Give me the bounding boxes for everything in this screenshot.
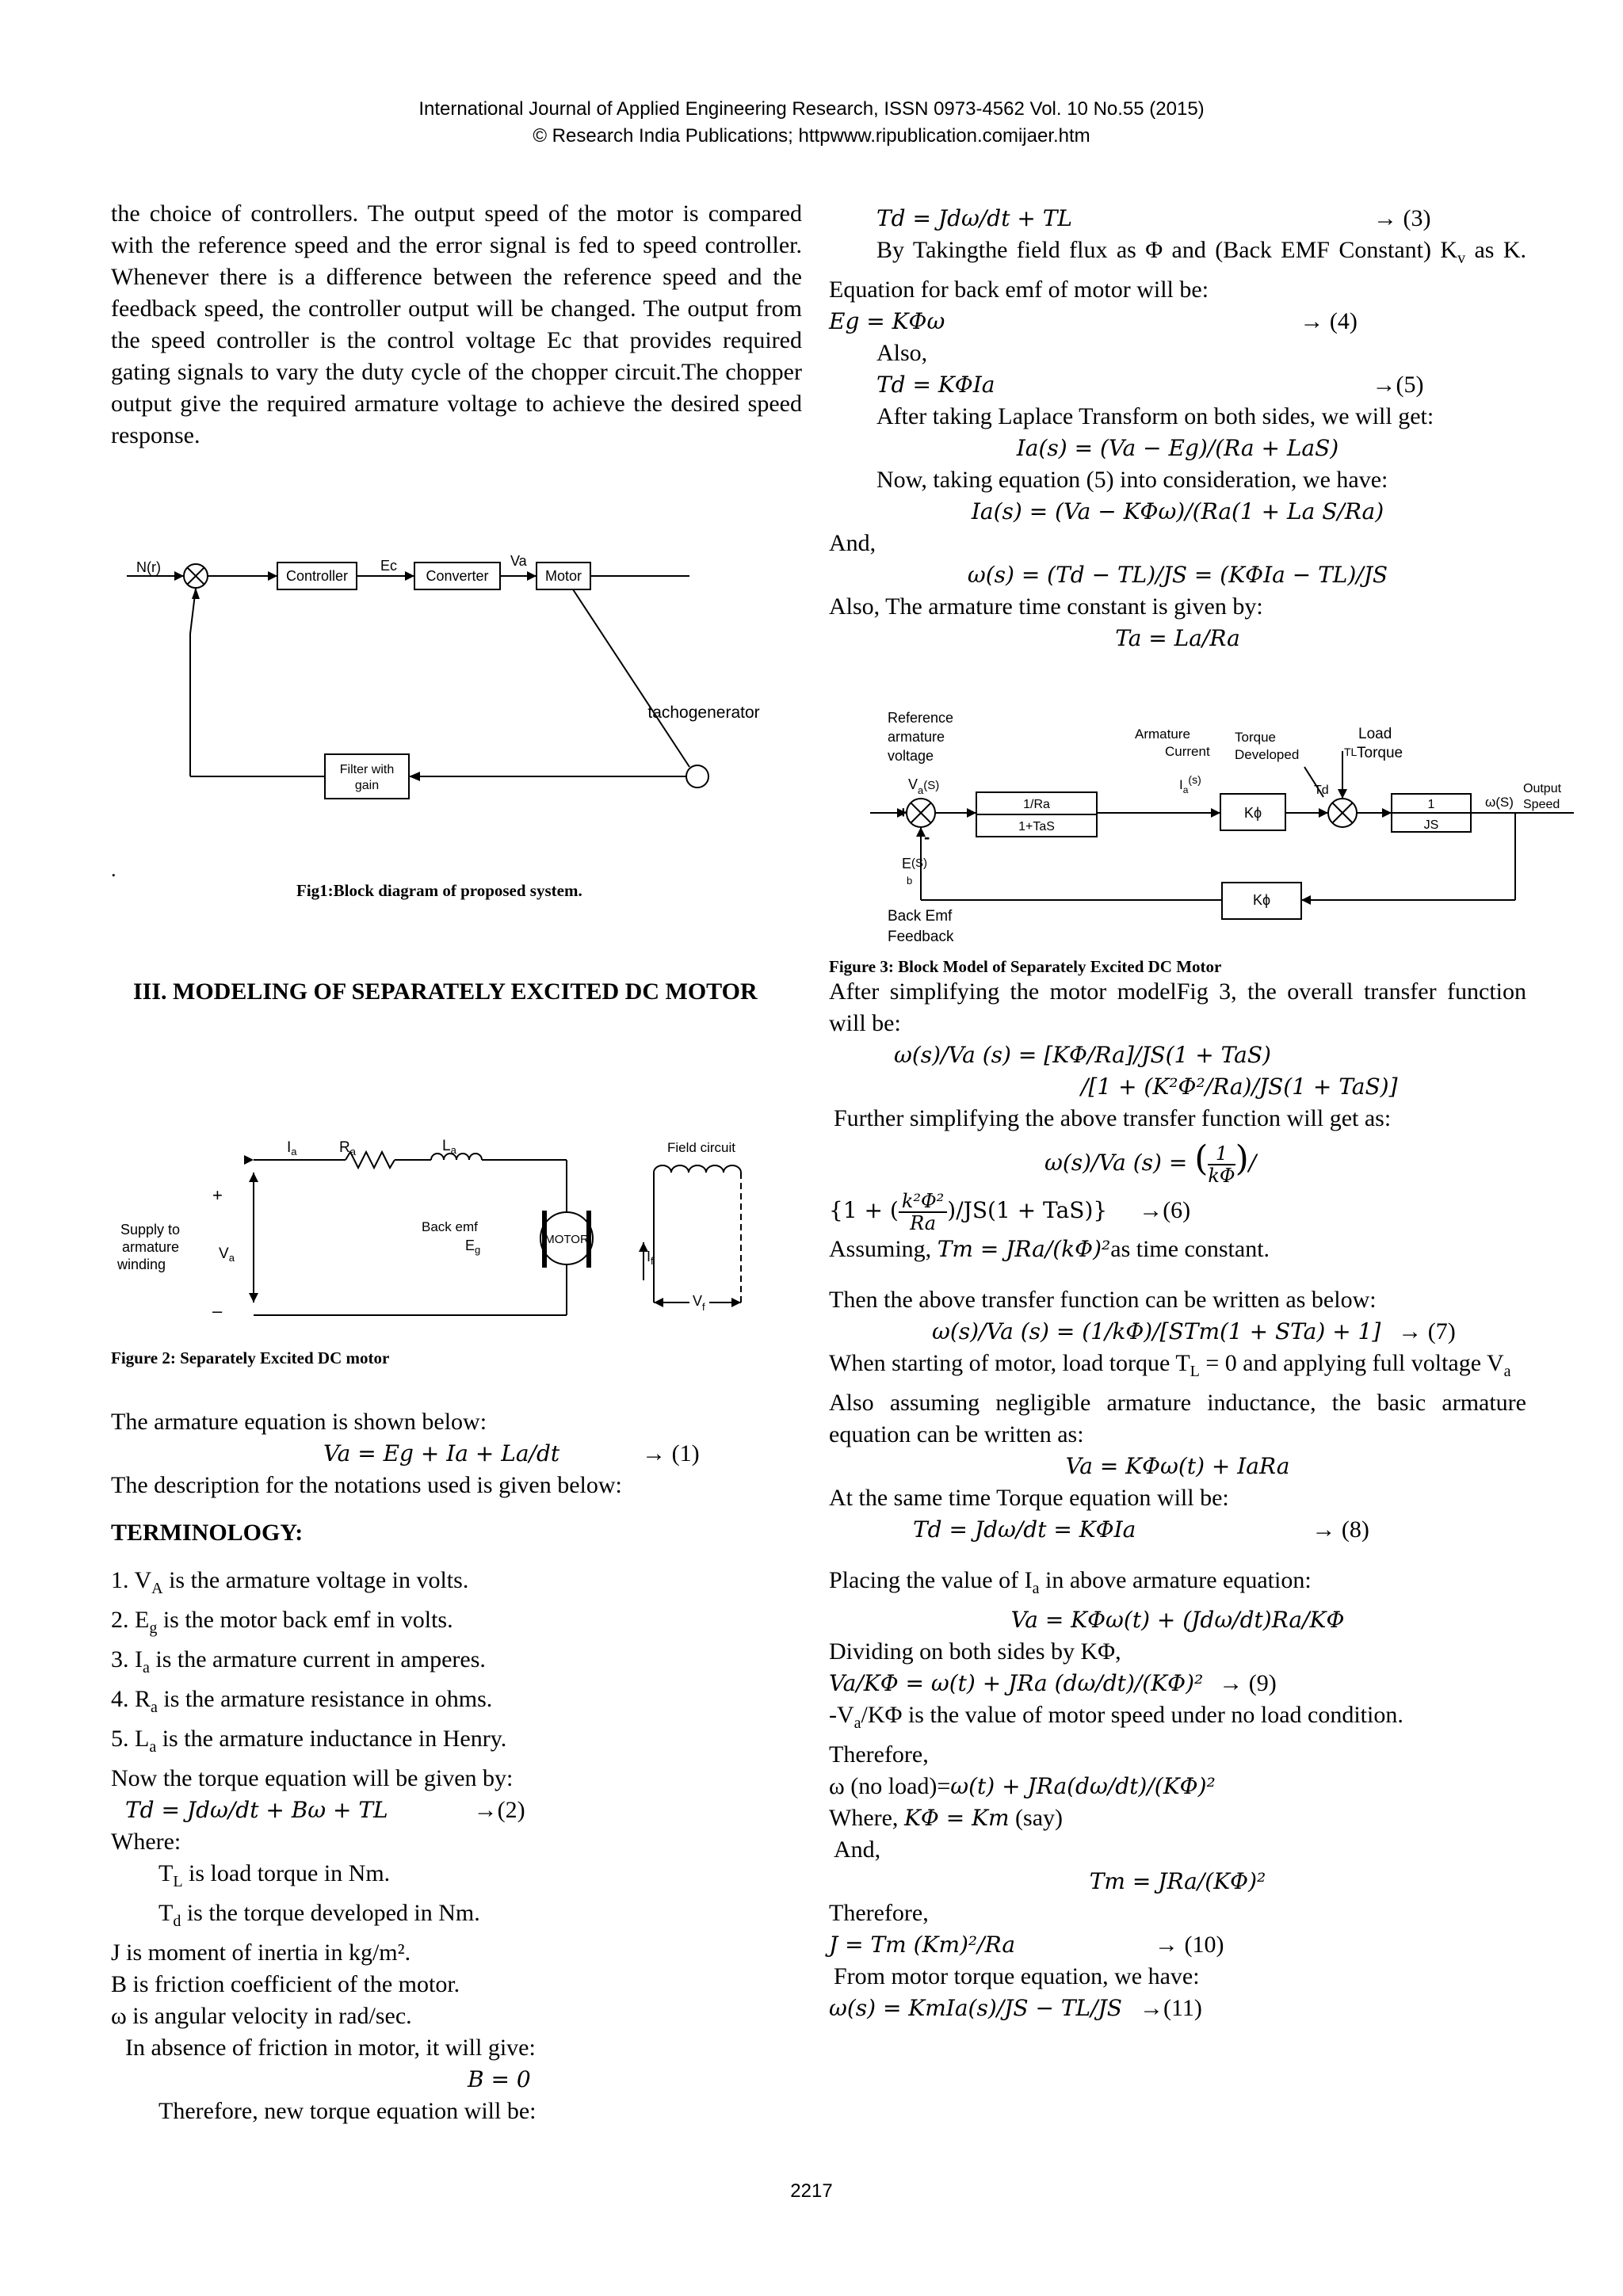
fig2-supply-line1: Supply to	[120, 1222, 181, 1238]
placing-paragraph: Placing the value of $I_a$ in above armature equation:	[829, 1567, 1312, 1598]
fig3-ia-label: $I_a^{(s)}$	[1179, 773, 1201, 795]
then-paragraph: Then the above transfer function can be written as below:	[829, 1287, 1377, 1314]
fig2-eg-label: $E_g$	[465, 1238, 481, 1256]
fig1-va-label: Va	[510, 553, 527, 569]
fig1-filter-label-1: Filter with	[339, 763, 395, 776]
fig2-ia-label: $I_a$	[287, 1139, 297, 1158]
time-constant-intro: Also, The armature time constant is given by:	[829, 593, 1263, 620]
fig1-controller-label: Controller	[285, 568, 349, 584]
journal-header-line2: © Research India Publications; httpwww.ripublication.comijaer.htm	[533, 125, 1090, 147]
fig3-tl-label: TL	[1344, 746, 1358, 758]
fig3-kphi-feedback: Kϕ	[1252, 892, 1271, 908]
where-line: Where, KΦ = Km (say)	[829, 1805, 1064, 1832]
fig3-back-emf-line2: Feedback	[888, 929, 954, 945]
fig2-back-emf-label: Back emf	[422, 1219, 478, 1234]
where-label: Where:	[111, 1829, 181, 1855]
equation-tm: Tm = JRa/(KΦ)²	[1089, 1868, 1266, 1895]
further-paragraph: Further simplifying the above transfer function will get as:	[834, 1105, 1392, 1131]
therefore-label-1: Therefore,	[829, 1741, 929, 1768]
same-time-paragraph: At the same time Torque equation will be:	[829, 1485, 1229, 1512]
fig2-field-circuit-label: Field circuit	[667, 1140, 735, 1155]
journal-header-line1: International Journal of Applied Engineering Research, ISSN 0973-4562 Vol. 10 No.55 (2015)	[418, 98, 1205, 120]
section-heading: III. MODELING OF SEPARATELY EXCITED DC MOTOR	[133, 978, 758, 1005]
fig2-vf-label: $V_f$	[693, 1293, 705, 1313]
new-torque-text: Therefore, new torque equation will be:	[158, 2098, 537, 2124]
fig1-converter-label: Converter	[426, 568, 489, 584]
equation-6-line1: ω(s)/Va (s) = ( $\frac{1}{k\Phi}$ )/	[1044, 1138, 1257, 1188]
now-paragraph: Now, taking equation (5) into consideration, we have:	[876, 467, 1388, 493]
fig3-block1-numerator: 1/Ra	[1023, 798, 1050, 811]
fig3-ref-line3: voltage	[888, 748, 934, 764]
right-text-block-top	[829, 203, 1526, 654]
fig2-supply-line3: winding	[117, 1257, 166, 1272]
td-definition: $T_d$ is the torque developed in Nm.	[158, 1900, 480, 1930]
fig1-filter-label-2: gain	[354, 779, 380, 792]
b-zero-equation: B = 0	[468, 2066, 531, 2092]
figure-3-block-model	[829, 704, 1574, 955]
fig2-minus-sign: –	[212, 1301, 223, 1321]
terminology-heading: TERMINOLOGY:	[111, 1520, 304, 1546]
fig2-plus-sign: +	[212, 1185, 223, 1205]
dividing-paragraph: Dividing on both sides by KΦ,	[829, 1638, 1121, 1665]
equation-ia-1: Ia(s) = (Va − Eg)/(Ra + LaS)	[1016, 435, 1339, 461]
from-torque-paragraph: From motor torque equation, we have:	[834, 1963, 1200, 1990]
fig3-eb-subscript: b	[907, 875, 913, 887]
friction-absence-text: In absence of friction in motor, it will give:	[125, 2035, 536, 2061]
fig1-input-label: N(r)	[136, 559, 161, 575]
fig2-if-label: $I_f$	[647, 1249, 654, 1267]
fig3-ref-line1: Reference	[888, 710, 954, 726]
fig2-motor-label: MOTOR	[544, 1233, 589, 1246]
equation-ia-2: Ia(s) = (Va − KΦω)/(Ra(1 + La S/Ra)	[971, 498, 1384, 524]
fig2-supply-line2: armature	[122, 1239, 180, 1255]
equation-1: Va = Eg + Ia + La/dt → (1)	[323, 1440, 700, 1466]
term-item: 4. $R_a$ is the armature resistance in ohms.	[111, 1686, 493, 1716]
fig2-ra-label: $R_a$	[339, 1139, 356, 1158]
fig3-omega-label: ω(S)	[1485, 795, 1514, 810]
fig3-eb-label: E(S)	[902, 856, 928, 871]
term-item: 2. $E_g$ is the motor back emf in volts.	[111, 1607, 453, 1637]
and-label-2: And,	[834, 1836, 881, 1863]
notation-intro: The description for the notations used is given below:	[111, 1472, 622, 1498]
fig3-output-line2: Speed	[1523, 798, 1560, 811]
intro-paragraph: the choice of controllers. The output speed of the motor is compared with the reference speed and the error signal is fed to speed controller. Whenever there is a difference between the reference speed and the feedback speed, the controller output will be changed. The output from the speed controller is the control voltage Ec that provides required gating signals to vary the duty cycle of the chopper circuit.The chopper output give the required armature voltage to achieve the desired speed response.	[111, 200, 802, 448]
equation-omega: ω(s) = (Td − TL)/JS = (KΦIa − TL)/JS	[967, 562, 1388, 588]
fig3-plus-sign: +	[899, 804, 908, 822]
equation-va-2: Va = KΦω(t) + (Jdω/dt)Ra/KΦ	[1010, 1607, 1345, 1634]
right-text-block-bottom	[829, 976, 1526, 2024]
equation-va: Va = KΦω(t) + IaRa	[1065, 1453, 1290, 1480]
fig1-stray-dot: .	[111, 858, 116, 881]
fig3-block1-denominator: 1+TaS	[1018, 820, 1055, 833]
armature-intro: The armature equation is shown below:	[111, 1409, 487, 1435]
fig3-back-emf-line1: Back Emf	[888, 908, 953, 925]
fig3-torque-line1: Torque	[1235, 730, 1276, 745]
simplify-paragraph: After simplifying the motor modelFig 3, the overall transfer function will be:	[829, 978, 1526, 1036]
left-text-block	[111, 1406, 808, 2127]
fig3-load-line2: Torque	[1357, 745, 1403, 761]
fig1-caption: Fig1:Block diagram of proposed system.	[296, 881, 582, 900]
no-load-paragraph: $-V_a/K\Phi$ is the value of motor speed under no load condition.	[829, 1702, 1403, 1733]
figure-2-circuit	[111, 1125, 808, 1331]
equation-ta: Ta = La/Ra	[1115, 625, 1240, 651]
fig3-armature-line2: Current	[1165, 744, 1210, 759]
equation-tf1-line1: ω(s)/Va (s) = [KΦ/Ra]/JS(1 + TaS)	[894, 1042, 1271, 1068]
fig1-motor-label: Motor	[544, 568, 582, 584]
also-label-1: Also,	[876, 340, 928, 366]
no-load-equation: ω (no load)=ω(t) + JRa(dω/dt)/(KΦ)²	[829, 1773, 1216, 1800]
figure-1-block-diagram	[111, 547, 808, 808]
terminology-list	[111, 1565, 808, 1763]
fig3-block3-denominator: JS	[1423, 818, 1439, 832]
negligible-inductance-paragraph: Also assuming negligible armature inductance, the basic armature equation can be written as:	[829, 1390, 1526, 1448]
fig1-tachogenerator-label: tachogenerator	[647, 704, 760, 722]
fig2-caption: Figure 2: Separately Excited DC motor	[111, 1348, 390, 1367]
equation-8: Td = Jdω/dt = KΦIa → (8)	[913, 1516, 1369, 1543]
j-definition: J is moment of inertia in kg/m².	[111, 1939, 411, 1966]
equation-3: Td = Jdω/dt + TL → (3)	[876, 205, 1431, 231]
laplace-paragraph: After taking Laplace Transform on both sides, we will get:	[876, 403, 1434, 429]
fig3-output-line1: Output	[1523, 782, 1562, 795]
fig3-armature-line1: Armature	[1135, 727, 1190, 742]
fig1-ec-label: Ec	[380, 558, 398, 574]
w-definition: ω is angular velocity in rad/sec.	[111, 2003, 412, 2029]
term-item: 5. $L_a$ is the armature inductance in Henry.	[111, 1726, 507, 1756]
flux-paragraph: By Takingthe field flux as Φ and (Back EMF Constant) $K_v$ as K. Equation for back emf of motor will be:	[829, 237, 1527, 303]
term-item: 3. $I_a$ is the armature current in amperes.	[111, 1646, 486, 1676]
fig3-torque-line2: Developed	[1235, 747, 1300, 762]
b-definition: B is friction coefficient of the motor.	[111, 1971, 460, 1997]
equation-6-line2: {1 + ( $\frac{\text{k²Φ²}}{Ra}$ )/JS(1 + TaS)} →(6)	[829, 1190, 1191, 1235]
starting-paragraph: When starting of motor, load torque $T_L = 0$ and applying full voltage $V_a$	[829, 1350, 1511, 1381]
equation-9: Va/KΦ = ω(t) + JRa (dω/dt)/(KΦ)² → (9)	[829, 1670, 1277, 1697]
term-item: 1. $V_A$ is the armature voltage in volts.	[111, 1567, 469, 1597]
fig3-block3-numerator: 1	[1427, 798, 1435, 811]
fig3-load-line1: Load	[1358, 726, 1392, 742]
fig2-la-label: $L_a$	[442, 1138, 456, 1156]
equation-11: ω(s) = KmIa(s)/JS − TL/JS →(11)	[829, 1995, 1202, 2022]
assume-line: Assuming, Tm = JRa/(kΦ)²as time constant.	[829, 1236, 1270, 1263]
torque-intro: Now the torque equation will be given by:	[111, 1765, 514, 1791]
fig3-minus-sign: -	[924, 827, 930, 847]
fig2-va-label: $V_a$	[219, 1245, 235, 1264]
equation-tf1-line2: /[1 + (K²Φ²/Ra)/JS(1 + TaS)]	[1081, 1074, 1398, 1100]
tl-definition: $T_L$ is load torque in Nm.	[158, 1860, 391, 1890]
fig3-ref-line2: armature	[888, 729, 945, 745]
equation-4: Eg = KΦω → (4)	[829, 308, 1358, 334]
page-number: 2217	[790, 2180, 833, 2202]
equation-5: Td = KΦIa →(5)	[876, 372, 1424, 398]
fig3-td-label: Td	[1314, 784, 1329, 797]
and-label-1: And,	[829, 530, 876, 556]
equation-7: ω(s)/Va (s) = (1/kΦ)/[STm(1 + STa) + 1] → (7)	[932, 1318, 1456, 1345]
therefore-label-2: Therefore,	[829, 1900, 929, 1927]
equation-2: Td = Jdω/dt + Bω + TL →(2)	[125, 1797, 525, 1823]
fig3-kphi-forward: Kϕ	[1243, 805, 1262, 821]
fig3-caption: Figure 3: Block Model of Separately Excited DC Motor	[829, 957, 1222, 976]
fig3-va-label: $V_a^{(S)}$	[908, 776, 940, 796]
equation-10: J = Tm (Km)²/Ra → (10)	[829, 1932, 1224, 1958]
